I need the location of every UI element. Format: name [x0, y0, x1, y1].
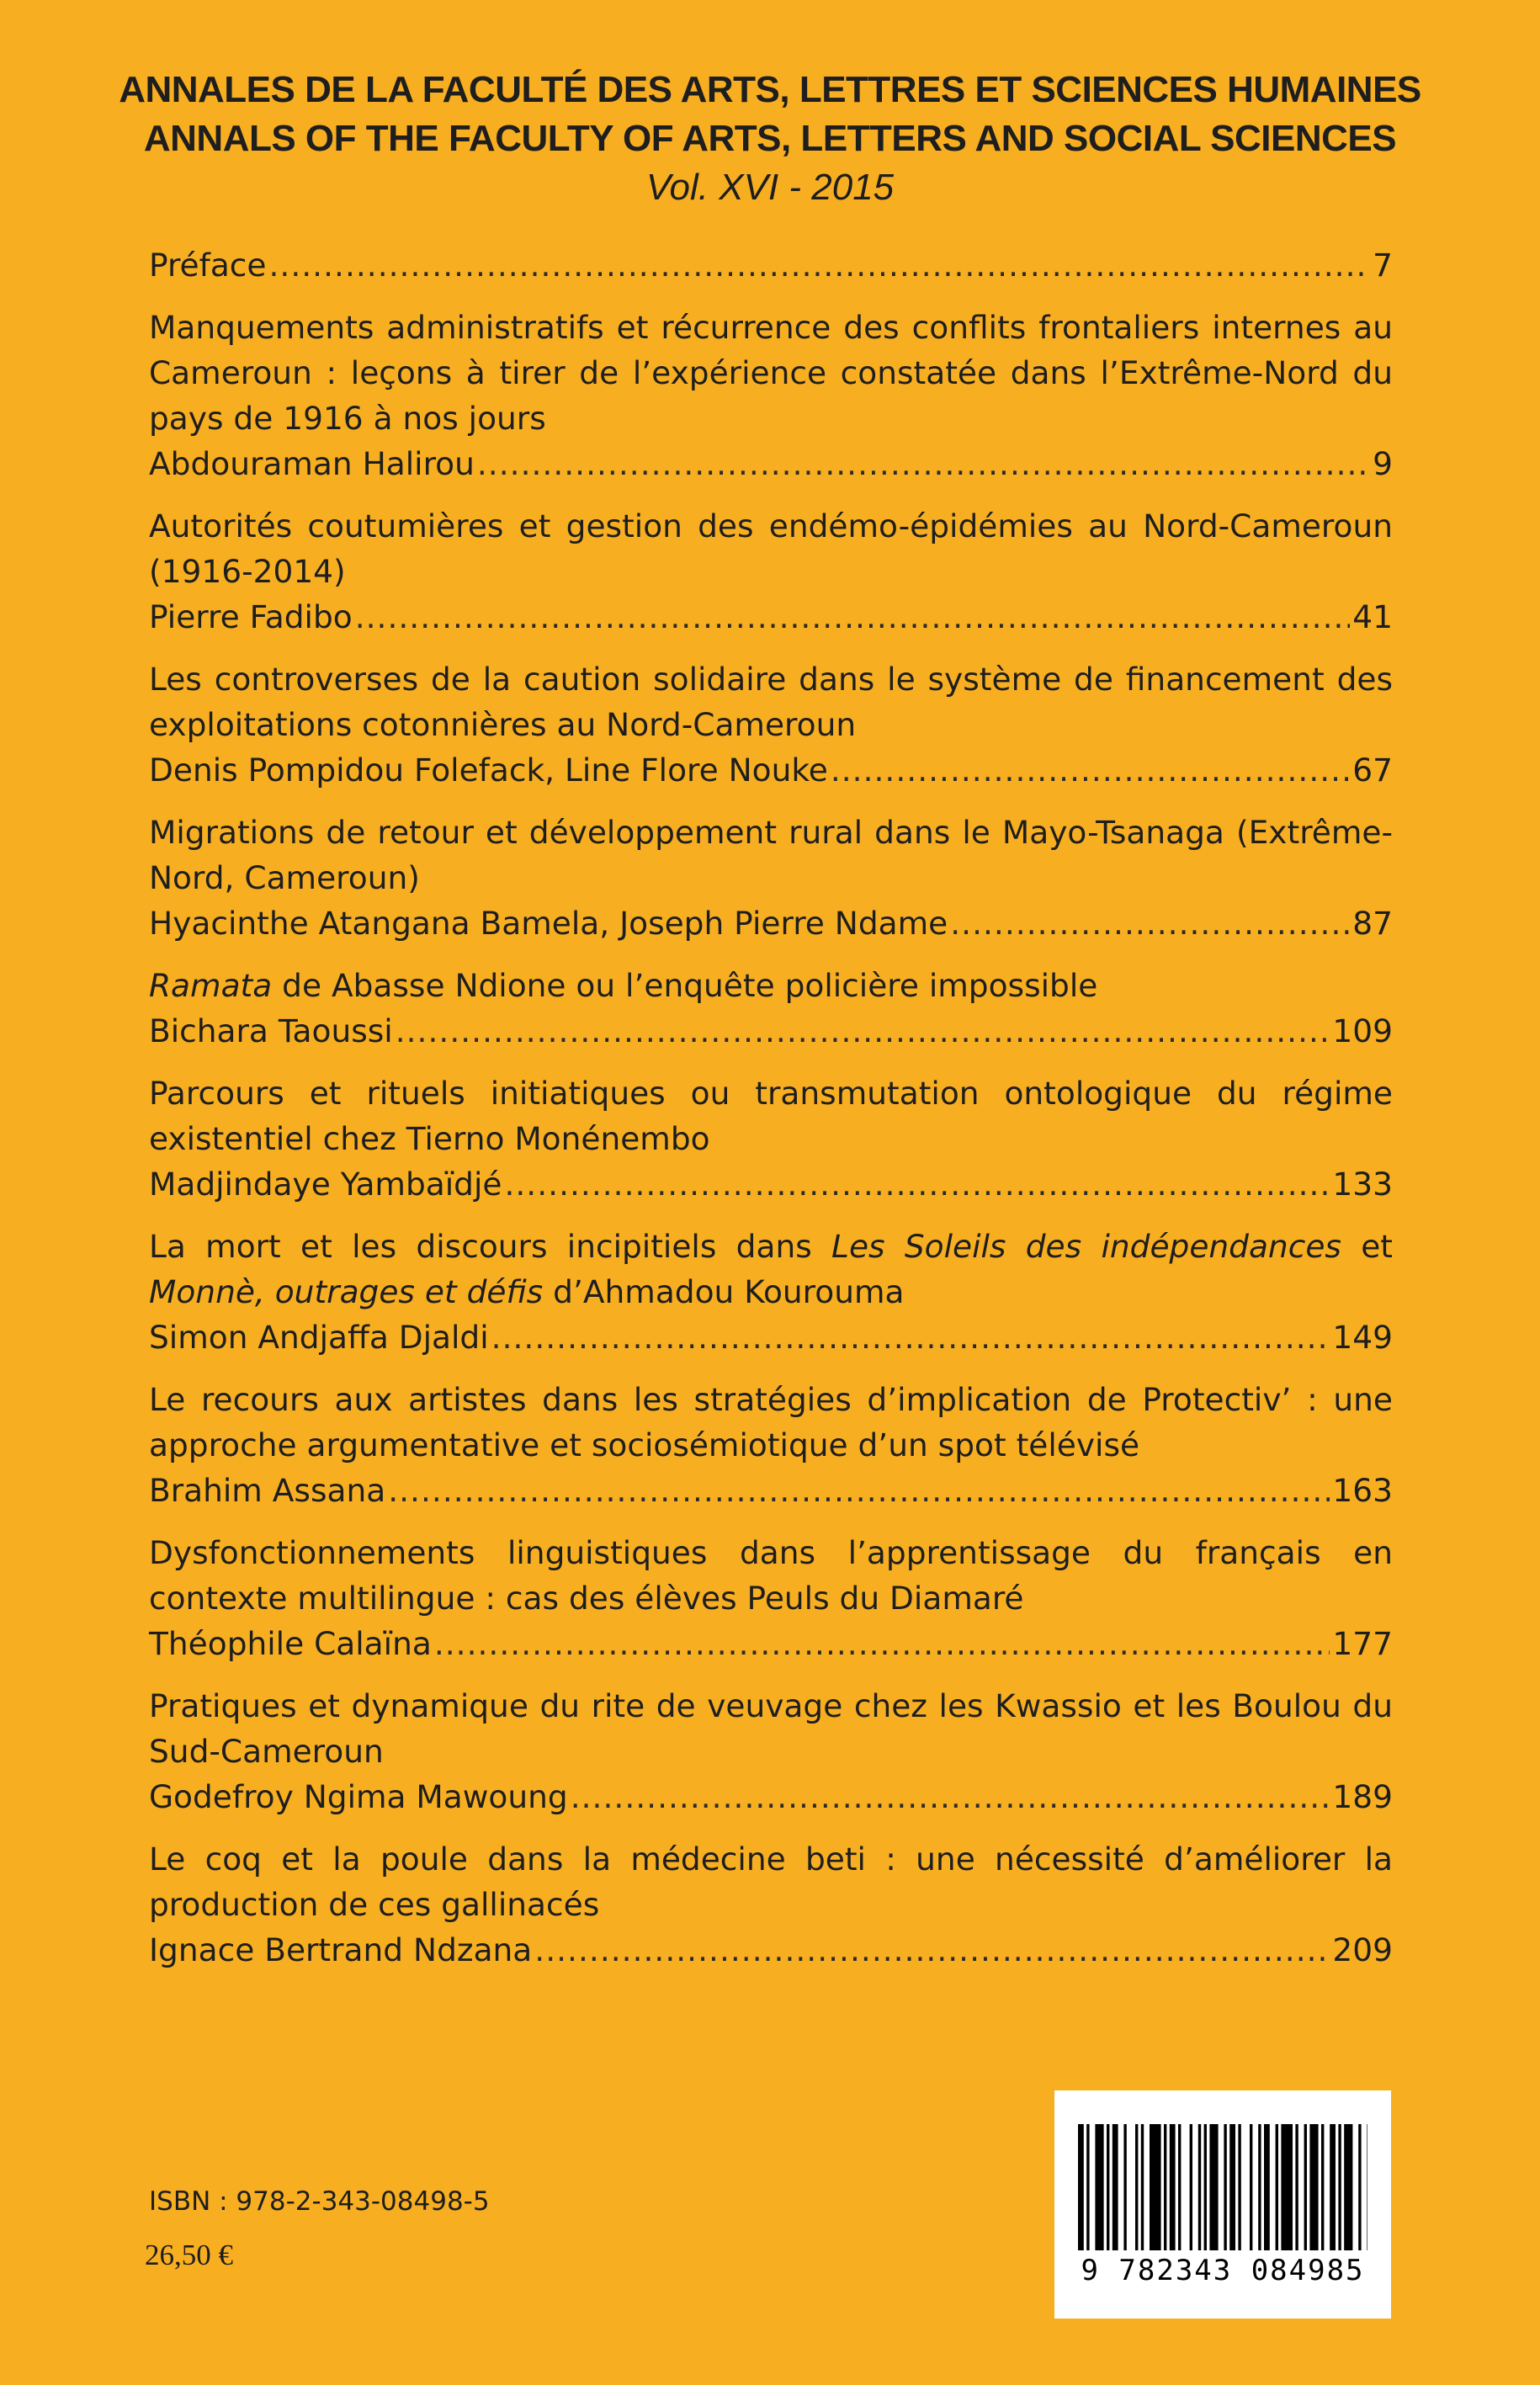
journal-title-english: ANNALS OF THE FACULTY OF ARTS, LETTERS AND SOCIAL SCIENCES	[143, 118, 1397, 159]
barcode-bar	[1321, 2124, 1324, 2250]
dot-leader	[434, 1621, 1330, 1666]
barcode-bar	[1238, 2124, 1240, 2250]
toc-entry	[149, 1836, 1393, 1973]
article-author: Brahim Assana	[149, 1472, 386, 1509]
barcode-bar	[1141, 2124, 1144, 2250]
cover-header	[0, 66, 1540, 212]
article-title: Les controverses de la caution solidaire dans le système de financement des exploitations cotonnières au Nord-Cameroun	[149, 661, 1393, 743]
article-author: Bichara Taoussi	[149, 1012, 393, 1049]
volume-label: Vol. XVI - 2015	[645, 167, 895, 208]
article-author: Hyacinthe Atangana Bamela, Joseph Pierre Ndame	[149, 905, 948, 942]
barcode-bar	[1107, 2124, 1109, 2250]
toc-entry	[149, 1683, 1393, 1819]
page-number: 149	[1332, 1319, 1393, 1356]
journal-title-french: ANNALES DE LA FACULTÉ DES ARTS, LETTRES ET SCIENCES HUMAINES	[119, 69, 1421, 110]
barcode-bar	[1150, 2124, 1161, 2250]
page-number: 163	[1332, 1472, 1393, 1509]
barcode-bar	[1276, 2124, 1278, 2250]
article-author: Pierre Fadibo	[149, 598, 353, 635]
dot-leader	[504, 1161, 1330, 1207]
dot-leader	[534, 1927, 1330, 1973]
toc-entry	[149, 810, 1393, 946]
article-title: Le recours aux artistes dans les stratégies d’implication de Protectiv’ : une approche argumentative et sociosémiotique d’un spot télévisé	[149, 1381, 1393, 1463]
price-label: 26,50 €	[145, 2239, 233, 2271]
barcode-bar	[1338, 2124, 1341, 2250]
dot-leader	[950, 900, 1350, 946]
barcode-bar	[1086, 2124, 1089, 2250]
page-number: 109	[1332, 1012, 1393, 1049]
article-author: Ignace Bertrand Ndzana	[149, 1931, 533, 1968]
barcode-bar	[1113, 2124, 1118, 2250]
barcode-bar	[1295, 2124, 1298, 2250]
article-title-part: et	[1341, 1228, 1394, 1265]
barcode-bar	[1078, 2124, 1084, 2250]
barcode-bar	[1330, 2124, 1336, 2250]
dot-leader	[396, 1008, 1330, 1054]
article-title-rest: de Abasse Ndione ou l’enquête policière impossible	[272, 967, 1098, 1004]
barcode-bar	[1190, 2124, 1192, 2250]
barcode-bar	[1358, 2124, 1361, 2250]
barcode-bar	[1250, 2124, 1252, 2250]
article-title-part: La mort et les discours incipitiels dans	[149, 1228, 832, 1265]
toc-entry	[149, 1070, 1393, 1207]
dot-leader	[269, 242, 1371, 288]
barcode-number: 9 782343 084985	[1081, 2254, 1365, 2287]
page-number: 133	[1332, 1166, 1393, 1203]
article-author: Théophile Calaïna	[149, 1625, 432, 1662]
dot-leader	[571, 1774, 1330, 1819]
barcode-bars	[1078, 2124, 1367, 2250]
toc-entry	[149, 1377, 1393, 1513]
barcode-bar	[1264, 2124, 1270, 2250]
toc-entry	[149, 305, 1393, 486]
article-title-italic: Ramata	[149, 967, 273, 1004]
article-title: Dysfonctionnements linguistiques dans l’apprentissage du français en contexte multilingue : cas des élèves Peuls du Diamaré	[149, 1534, 1393, 1617]
table-of-contents	[149, 242, 1393, 1989]
toc-entry	[149, 963, 1393, 1054]
barcode-bar	[1309, 2124, 1318, 2250]
barcode-bar	[1204, 2124, 1207, 2250]
barcode-bar	[1135, 2124, 1138, 2250]
article-title: Le coq et la poule dans la médecine beti : une nécessité d’améliorer la production de ces gallinacés	[149, 1841, 1393, 1923]
article-title: Migrations de retour et développement rural dans le Mayo-Tsanaga (Extrême-Nord, Cameroun)	[149, 814, 1393, 896]
dot-leader	[831, 747, 1350, 793]
article-title-part: d’Ahmadou Kourouma	[543, 1273, 905, 1310]
dot-leader	[491, 1315, 1330, 1360]
barcode	[1054, 2090, 1391, 2319]
dot-leader	[477, 441, 1370, 486]
barcode-bar	[1224, 2124, 1226, 2250]
dot-leader	[355, 594, 1351, 640]
article-author: Denis Pompidou Folefack, Line Flore Nouke	[149, 752, 828, 789]
article-title	[149, 1224, 1393, 1315]
page-number: 87	[1352, 905, 1393, 942]
article-title: Autorités coutumières et gestion des endémo-épidémies au Nord-Cameroun (1916-2014)	[149, 507, 1393, 590]
toc-entry-preface	[149, 242, 1393, 288]
barcode-bar	[1123, 2124, 1126, 2250]
article-title: Manquements administratifs et récurrence des conflits frontaliers internes au Cameroun : leçons à tirer de l’expérience constatée dans l’Extrême-Nord du pays de 1916 à nos jours	[149, 309, 1393, 437]
page-number: 177	[1332, 1625, 1393, 1662]
barcode-bar	[1344, 2124, 1352, 2250]
page-number: 41	[1352, 598, 1393, 635]
barcode-bar	[1095, 2124, 1103, 2250]
article-title: Pratiques et dynamique du rite de veuvage chez les Kwassio et les Boulou du Sud-Cameroun	[149, 1687, 1393, 1770]
article-author: Abdouraman Halirou	[149, 445, 475, 482]
page-number: 67	[1352, 752, 1393, 789]
barcode-bar	[1178, 2124, 1181, 2250]
barcode-bar	[1209, 2124, 1218, 2250]
barcode-bar	[1281, 2124, 1293, 2250]
article-title-italic: Les Soleils des indépendances	[831, 1228, 1341, 1265]
barcode-bar	[1170, 2124, 1176, 2250]
isbn-label: ISBN : 978-2-343-08498-5	[149, 2186, 490, 2217]
barcode-bar	[1229, 2124, 1235, 2250]
article-title-italic: Monnè, outrages et défis	[149, 1273, 544, 1310]
page-number: 209	[1332, 1931, 1393, 1968]
preface-label: Préface	[149, 247, 267, 284]
article-title: Parcours et rituels initiatiques ou transmutation ontologique du régime existentiel chez Tierno Monénembo	[149, 1075, 1393, 1157]
page-number: 189	[1332, 1778, 1393, 1815]
toc-entry	[149, 1224, 1393, 1360]
barcode-bar	[1258, 2124, 1261, 2250]
page-number: 7	[1373, 247, 1393, 284]
toc-entry	[149, 656, 1393, 793]
article-author: Madjindaye Yambaïdjé	[149, 1166, 502, 1203]
dot-leader	[388, 1468, 1330, 1513]
toc-entry	[149, 503, 1393, 640]
toc-entry	[149, 1530, 1393, 1666]
article-author: Godefroy Ngima Mawoung	[149, 1778, 568, 1815]
barcode-bar	[1164, 2124, 1166, 2250]
page-number: 9	[1373, 445, 1393, 482]
barcode-bar	[1304, 2124, 1307, 2250]
barcode-bar	[1198, 2124, 1201, 2250]
article-author: Simon Andjaffa Djaldi	[149, 1319, 489, 1356]
article-title	[149, 963, 1393, 1008]
